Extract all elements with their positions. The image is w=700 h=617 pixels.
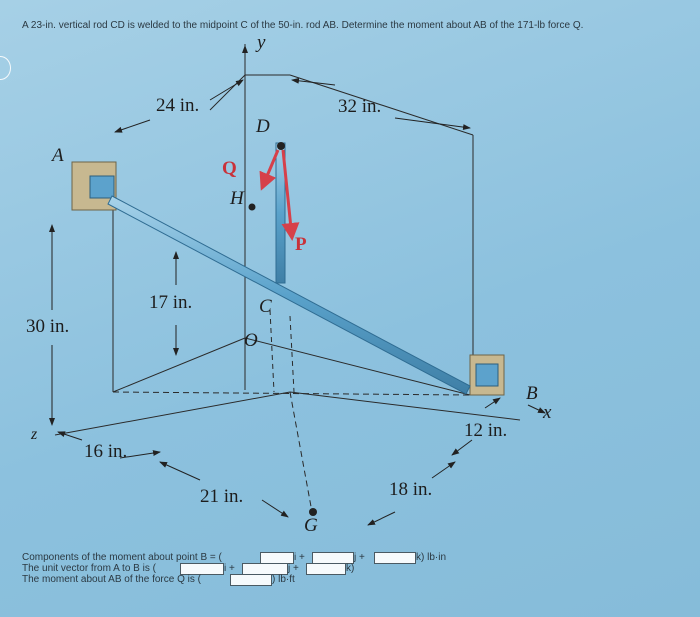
dashed-c-line (270, 310, 274, 392)
dim-18-right-arrow (432, 462, 455, 478)
z-axis-line (55, 392, 290, 435)
point-h-dot (249, 204, 256, 211)
dim-21-right-arrow (262, 500, 288, 517)
dim-12-label: 12 in. (464, 420, 508, 441)
moment-b-k-label: k) lb·in (416, 552, 447, 563)
base-line-a-o (113, 338, 245, 392)
dim-30-label: 30 in. (26, 316, 70, 337)
moment-b-label: Components of the moment about point B = ( (22, 552, 222, 563)
dim-32-right-arrow (395, 118, 470, 128)
moment-b-j-label: j + (354, 552, 365, 563)
point-d-label: D (256, 116, 270, 137)
dim-21-label: 21 in. (200, 486, 244, 507)
dim-16-label: 16 in. (84, 441, 128, 462)
point-o-label: O (244, 330, 258, 351)
point-g-label: G (304, 515, 318, 536)
dim-24-label: 24 in. (156, 95, 200, 116)
force-p-label: P (295, 234, 307, 255)
point-c-label: C (259, 296, 272, 317)
moment-b-k-input[interactable] (374, 552, 416, 564)
moment-ab-unit: ) lb·ft (272, 574, 295, 585)
support-b (470, 355, 504, 395)
dim-32-label: 32 in. (338, 96, 382, 117)
point-d-dot (277, 142, 285, 150)
moment-ab-input[interactable] (230, 574, 272, 586)
dim-12-up-arrow (485, 398, 500, 408)
unit-vector-k-label: k) (346, 563, 355, 574)
dim-18-left-arrow (368, 512, 395, 525)
dim-12-down-arrow (452, 440, 472, 455)
unit-vector-k-input[interactable] (306, 563, 346, 575)
dim-17-label: 17 in. (149, 292, 193, 313)
y-axis-label: y (257, 32, 266, 53)
unit-vector-j-label: j + (288, 563, 299, 574)
force-q-label: Q (222, 158, 237, 179)
dim-24-right-arrow (210, 80, 243, 100)
unit-vector-i-label: i + (224, 563, 235, 574)
z-axis-label: z (31, 426, 38, 443)
moment-ab-label: The moment about AB of the force Q is ( (22, 574, 201, 585)
point-a-label: A (52, 145, 64, 166)
moment-b-i-label: i + (294, 552, 305, 563)
x-axis-line (290, 392, 520, 420)
x-axis-label: x (543, 402, 552, 423)
dim-18-label: 18 in. (389, 479, 433, 500)
dim-21-left-arrow (160, 462, 200, 480)
point-b-label: B (526, 383, 538, 404)
top-depth-line (290, 75, 473, 135)
dim-32-left-arrow (292, 80, 335, 85)
point-h-label: H (230, 188, 244, 209)
unit-vector-label: The unit vector from A to B is ( (22, 563, 156, 574)
dim-24-left-arrow (115, 120, 150, 132)
base-line-o-b (245, 338, 470, 395)
problem-statement: A 23-in. vertical rod CD is welded to the midpoint C of the 50-in. rod AB. Determine the moment about AB of the 171-lb force Q. (22, 20, 584, 31)
